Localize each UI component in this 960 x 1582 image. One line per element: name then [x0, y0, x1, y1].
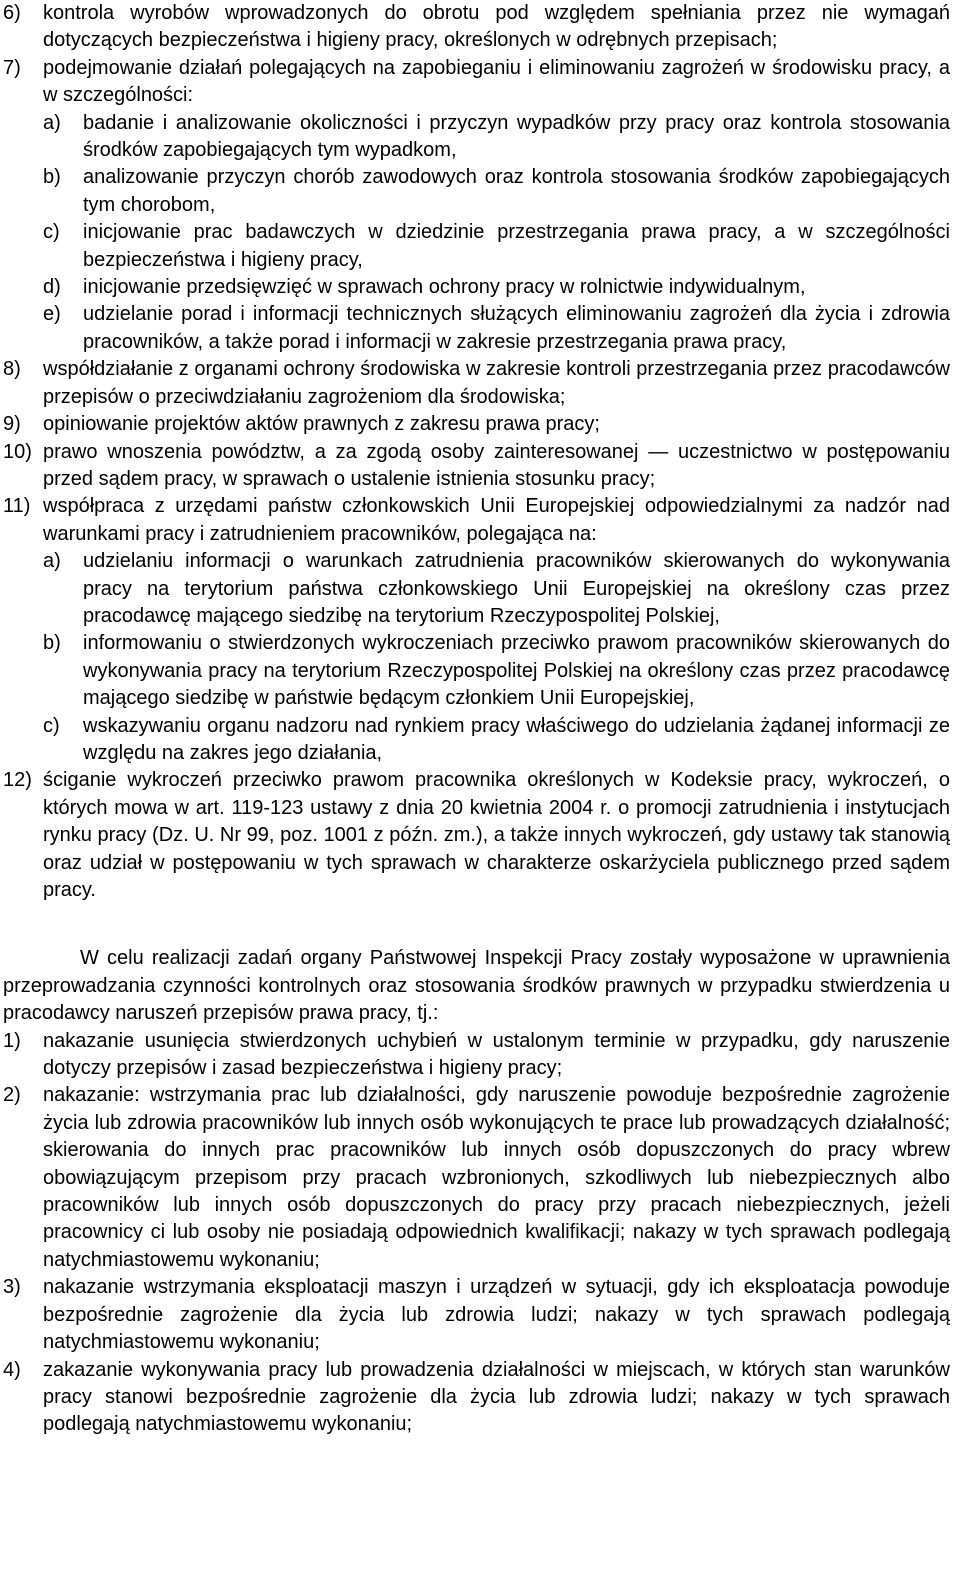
list-item-text: nakazanie usunięcia stwierdzonych uchybień w ustalonym terminie w przypadku, gdy naruszenie dotyczy przepisów i zasad bezpieczeństwa i higieny pracy;	[43, 1029, 950, 1080]
sub-list-item	[3, 630, 950, 712]
list-item-number: e)	[43, 303, 61, 326]
list-item-number: 12)	[3, 769, 32, 792]
sub-list-item	[3, 274, 950, 301]
list-item-text: ściganie wykroczeń przeciwko prawom pracownika określonych w Kodeksie pracy, wykroczeń, o których mowa w art. 119-123 ustawy z dnia 20 kwietnia 2004 r. o promocji zatrudnienia i instytucjach rynku pracy (Dz. U. Nr 99, poz. 1001 z późn. zm.), a także innych wykroczeń, gdy ustawy tak stanowią oraz udział w postępowaniu w tych sprawach w charakterze oskarżyciela publicznego przed sądem pracy.	[43, 769, 950, 901]
list-item	[3, 493, 950, 548]
list-item-number: 3)	[3, 1276, 21, 1299]
sub-list-item	[3, 164, 950, 219]
list-item-number: a)	[43, 111, 61, 134]
sub-list-item	[3, 110, 950, 165]
list-item	[3, 55, 950, 110]
list-item-number: 7)	[3, 56, 21, 79]
list-item-text: badanie i analizowanie okoliczności i przyczyn wypadków przy pracy oraz kontrola stosowania środków zapobiegających tym wypadkom,	[83, 111, 950, 162]
list-item-number: 9)	[3, 413, 21, 436]
list-item-text: współpraca z urzędami państw członkowskich Unii Europejskiej odpowiedzialnymi za nadzór nad warunkami pracy i zatrudnieniem pracowników, polegająca na:	[43, 495, 950, 545]
list-item-number: b)	[43, 632, 61, 655]
list-item-number: 11)	[3, 495, 31, 518]
list-item-text: nakazanie wstrzymania eksploatacji maszyn i urządzeń w sytuacji, gdy ich eksploatacja powoduje bezpośrednie zagrożenie dla życia lub zdrowia ludzi; nakazy w tych sprawach podlegają natychmiastowemu wykonaniu;	[43, 1276, 950, 1354]
list-item-number: 4)	[3, 1358, 21, 1381]
list-item-number: c)	[43, 221, 60, 244]
list-item-text: nakazanie: wstrzymania prac lub działalności, gdy naruszenie powoduje bezpośrednie zagrożenie życia lub zdrowia pracowników lub innych osób wykonujących te prace lub prowadzących działalność; skierowania do innych prac pracowników lub innych osób dopuszczonych do pracy wbrew obowiązującym przepisom przy pracach wzbronionych, szkodliwych lub niebezpiecznych albo pracowników lub innych osób dopuszczonych do pracy przy pracach niebezpiecznych, jeżeli pracownicy ci lub osoby nie posiadają odpowiednich kwalifikacji; nakazy w tych sprawach podlegają natychmiastowemu wykonaniu;	[43, 1084, 950, 1271]
sub-list-item	[3, 548, 950, 630]
list-item	[3, 439, 950, 494]
list-item-text: analizowanie przyczyn chorób zawodowych oraz kontrola stosowania środków zapobiegających tym chorobom,	[83, 166, 950, 216]
list-item-number: a)	[43, 550, 61, 573]
list-item-text: wskazywaniu organu nadzoru nad rynkiem pracy właściwego do udzielania żądanej informacji ze względu na zakres jego działania,	[83, 714, 950, 764]
list-item-text: inicjowanie przedsięwzięć w sprawach ochrony pracy w rolnictwie indywidualnym,	[83, 276, 806, 299]
list-item	[3, 356, 950, 411]
list-item	[3, 1357, 950, 1439]
list-item	[3, 1028, 950, 1083]
list-item-text: prawo wnoszenia powództw, a za zgodą osoby zainteresowanej — uczestnictwo w postępowaniu przed sądem pracy, w sprawach o ustalenie istnienia stosunku pracy;	[43, 440, 950, 490]
list-item-text: podejmowanie działań polegających na zapobieganiu i eliminowaniu zagrożeń w środowisku pracy, a w szczególności:	[43, 56, 950, 107]
competences-list	[3, 0, 950, 904]
list-item	[3, 411, 950, 438]
list-item-text: kontrola wyrobów wprowadzonych do obrotu pod względem spełniania przez nie wymagań dotyczących bezpieczeństwa i higieny pracy, określonych w odrębnych przepisach;	[43, 2, 950, 52]
list-item-text: inicjowanie prac badawczych w dziedzinie przestrzegania prawa pracy, a w szczególności bezpieczeństwa i higieny pracy,	[83, 221, 950, 271]
section-gap	[3, 904, 950, 945]
sub-list-item	[3, 301, 950, 356]
list-item-text: współdziałanie z organami ochrony środowiska w zakresie kontroli przestrzegania przez pracodawców przepisów o przeciwdziałaniu zagrożeniom dla środowiska;	[43, 358, 950, 408]
list-item-number: 6)	[3, 2, 21, 24]
sub-list-item	[3, 713, 950, 768]
list-item	[3, 1082, 950, 1274]
powers-list	[3, 1028, 950, 1439]
list-item-text: udzielaniu informacji o warunkach zatrudnienia pracowników skierowanych do wykonywania pracy na terytorium państwa członkowskiego Unii Europejskiej na określony czas przez pracodawcę mającego siedzibę na terytorium Rzeczypospolitej Polskiej,	[83, 550, 950, 627]
list-item-number: d)	[43, 276, 61, 299]
list-item-number: c)	[43, 714, 60, 737]
powers-intro-paragraph: W celu realizacji zadań organy Państwowej Inspekcji Pracy zostały wyposażone w uprawnienia przeprowadzania czynności kontrolnych oraz stosowania środków prawnych w przypadku stwierdzenia u pracodawcy naruszeń przepisów prawa pracy, tj.:	[3, 947, 950, 1025]
list-item-text: udzielanie porad i informacji technicznych służących eliminowaniu zagrożeń dla życia i zdrowia pracowników, a także porad i informacji w zakresie przestrzegania prawa pracy,	[83, 303, 950, 353]
list-item-text: zakazanie wykonywania pracy lub prowadzenia działalności w miejscach, w których stan warunków pracy stanowi bezpośrednie zagrożenie dla życia lub zdrowia ludzi; nakazy w tych sprawach podlegają natychmiastowemu wykonaniu;	[43, 1358, 950, 1436]
list-item-text: informowaniu o stwierdzonych wykroczeniach przeciwko prawom pracowników skierowanych do wykonywania pracy na terytorium Rzeczypospolitej Polskiej na określony czas przez pracodawcę mającego siedzibę w państwie będącym członkiem Unii Europejskiej,	[83, 632, 950, 710]
list-item-number: 1)	[3, 1029, 21, 1052]
list-item	[3, 767, 950, 904]
list-item-number: 8)	[3, 358, 21, 381]
list-item	[3, 1274, 950, 1356]
list-item-text: opiniowanie projektów aktów prawnych z zakresu prawa pracy;	[43, 413, 600, 436]
sub-list-item	[3, 219, 950, 274]
list-item-number: 2)	[3, 1084, 21, 1107]
list-item-number: 10)	[3, 440, 32, 463]
list-item	[3, 0, 950, 55]
list-item-number: b)	[43, 166, 61, 189]
